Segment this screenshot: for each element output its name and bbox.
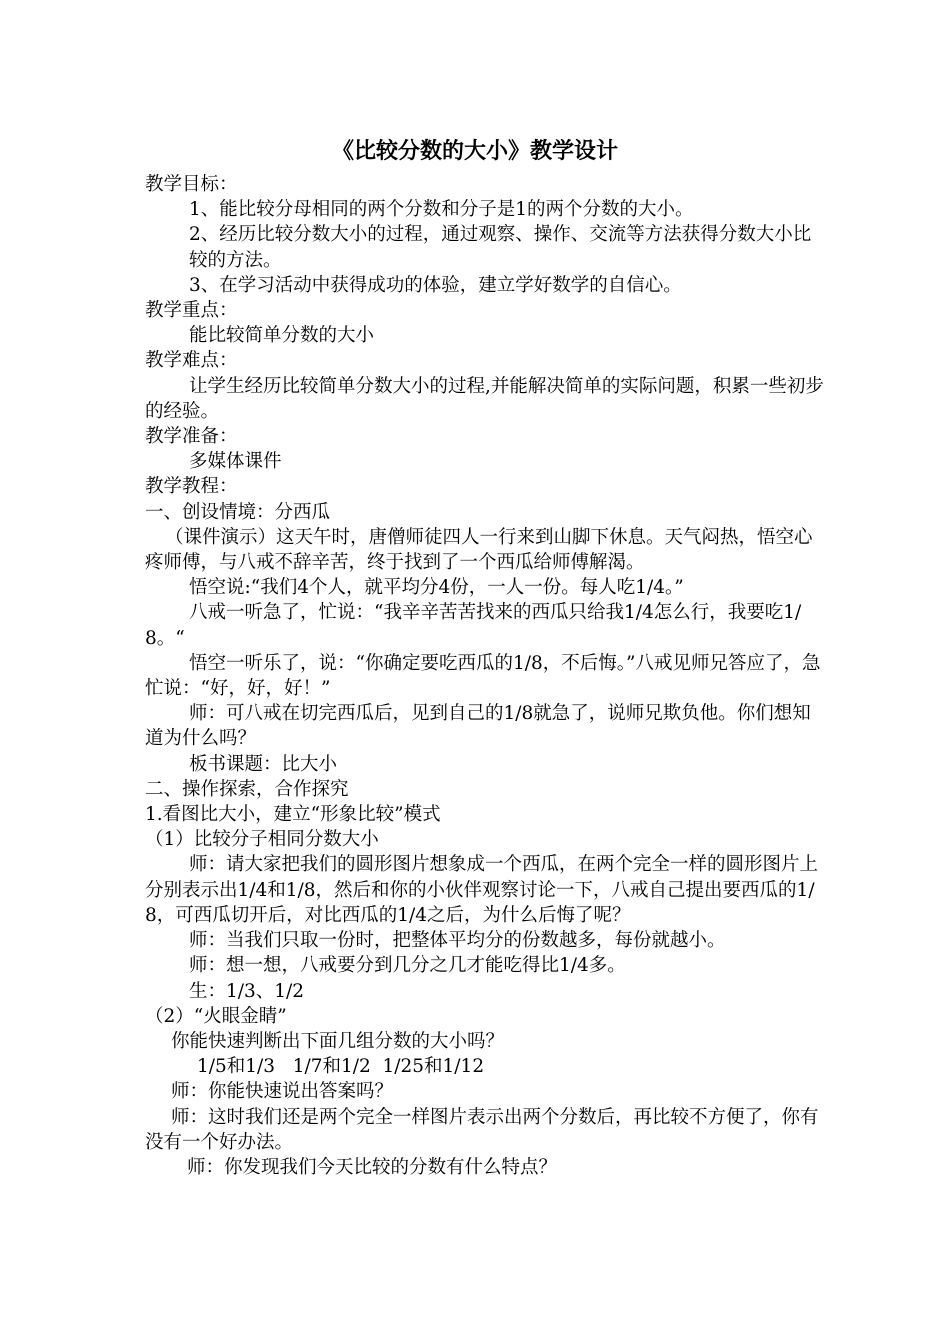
story-paragraph: （课件演示）这天午时，唐僧师徒四人一行来到山脚下休息。天气闷热，悟空心疼师傅，与八戒不辞辛苦，终于找到了一个西瓜给师傅解渴。 [145, 526, 813, 574]
teacher-activity: 师：请大家把我们的圆形图片想象成一个西瓜，在两个完全一样的圆形图片上分别表示出1/4和1/8，然后和你的小伙伴观察讨论一下，八戒自己提出要西瓜的1/8，可西瓜切开后，对比西瓜的1/4之后，为什么后悔了呢？ [145, 854, 819, 926]
document-title: 《比较分数的大小》教学设计 [331, 138, 618, 164]
student-answer: 生：1/3、1/2 [189, 980, 305, 1002]
heading-key-points: 教学重点： [145, 300, 238, 322]
subsection-1-2-heading: （2）“火眼金睛” [145, 1005, 287, 1027]
heading-objectives: 教学目标： [145, 174, 238, 195]
teacher-question-why: 师：可八戒在切完西瓜后，见到自己的1/8就急了，说师兄欺负他。你们想知道为什么吗？ [145, 703, 811, 750]
heading-difficulties: 教学难点： [145, 350, 238, 372]
quick-judge-question: 你能快速判断出下面几组分数的大小吗？ [171, 1030, 505, 1052]
teacher-summary: 师：当我们只取一份时，把整体平均分的份数越多，每份就越小。 [189, 930, 726, 952]
heading-preparation: 教学准备： [145, 426, 238, 448]
bajie-says: 八戒一听急了，忙说：“我辛辛苦苦找来的西瓜只给我1/4怎么行，我要吃1/8。“ [145, 602, 802, 649]
section-1-heading: 一、创设情境：分西瓜 [145, 501, 331, 523]
key-points-text: 能比较简单分数的大小 [189, 325, 375, 347]
subsection-1-heading: 1.看图比大小，建立“形象比较”模式 [145, 804, 441, 826]
teacher-feature-question: 师：你发现我们今天比较的分数有什么特点？ [187, 1156, 558, 1178]
teacher-quick-answer: 师：你能快速说出答案吗？ [171, 1081, 394, 1103]
preparation-text: 多媒体课件 [189, 451, 282, 473]
section-2-heading: 二、操作探索，合作探究 [145, 778, 349, 800]
board-topic: 板书课题：比大小 [189, 753, 338, 775]
objective-2: 2、经历比较分数大小的过程，通过观察、操作、交流等方法获得分数大小比较的方法。 [189, 224, 812, 271]
objective-1: 1、能比较分母相同的两个分数和分子是1的两个分数的大小。 [189, 199, 694, 221]
teacher-think: 师：想一想，八戒要分到几分之几才能吃得比1/4多。 [189, 955, 626, 977]
difficulties-text: 让学生经历比较简单分数大小的过程,并能解决简单的实际问题，积累一些初步的经验。 [145, 375, 824, 422]
fraction-pairs: 1/5和1/3 1/7和1/2 1/25和1/12 [197, 1056, 485, 1078]
heading-process: 教学教程： [145, 476, 238, 498]
teacher-better-method: 师：这时我们还是两个完全一样图片表示出两个分数后，再比较不方便了，你有没有一个好办法。 [145, 1106, 819, 1153]
document-body [145, 172, 825, 1180]
wukong-says: 悟空说:“我们4个人，就平均分4份，一人一份。每人吃1/4。” [189, 577, 684, 599]
objective-3: 3、在学习活动中获得成功的体验，建立学好数学的自信心。 [189, 274, 682, 296]
subsection-1-1-heading: （1）比较分子相同分数大小 [145, 829, 379, 851]
wukong-laughs: 悟空一听乐了，说：“你确定要吃西瓜的1/8，不后悔。”八戒见师兄答应了，急忙说：“好，好，好！” [145, 652, 821, 700]
